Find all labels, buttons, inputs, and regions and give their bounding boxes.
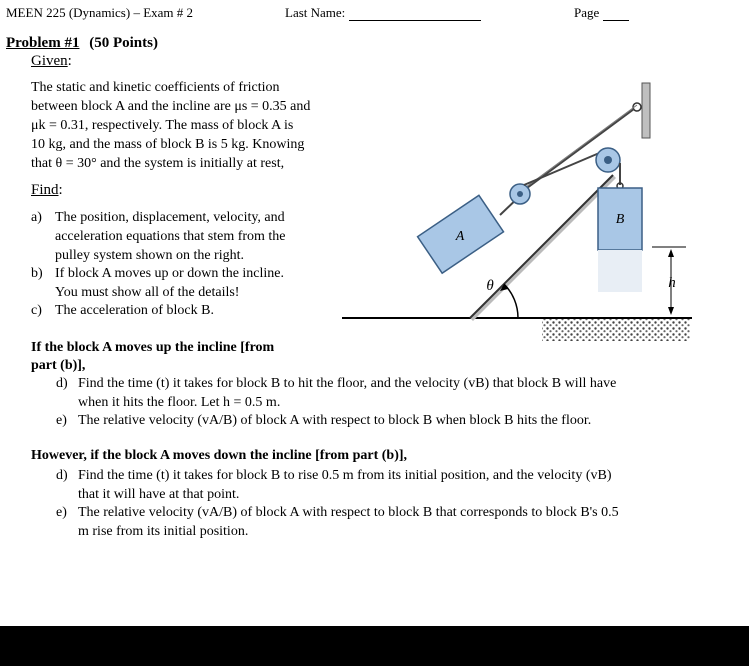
item-label: e) xyxy=(56,505,67,520)
item-line: You must show all of the details! xyxy=(55,285,240,300)
last-name-blank xyxy=(349,8,481,21)
height-label: h xyxy=(668,275,676,291)
item-text xyxy=(55,264,284,302)
block-b-label: B xyxy=(615,212,625,227)
incline-hatch xyxy=(470,175,616,321)
item-line: The position, displacement, velocity, and xyxy=(55,210,285,225)
last-name-label: Last Name: xyxy=(285,5,346,20)
item-line: The acceleration of block B. xyxy=(55,303,214,318)
page-blank xyxy=(603,8,629,21)
given-heading xyxy=(31,53,72,70)
given-line: 10 kg, and the mass of block B is 5 kg. Knowing xyxy=(31,137,305,152)
find-colon: : xyxy=(58,182,63,198)
ground-hatch xyxy=(542,319,690,341)
find-item-a xyxy=(31,208,351,265)
problem-heading xyxy=(6,35,158,52)
heading-line: part (b)], xyxy=(31,358,86,373)
heading-line: If the block A moves up the incline [from xyxy=(31,340,275,355)
case-down-heading: However, if the block A moves down the incline [from part (b)], xyxy=(31,448,408,463)
item-line: The relative velocity (vA/B) of block A with respect to block B when block B hits the floor. xyxy=(78,413,592,428)
problem-title: Problem #1 xyxy=(6,35,80,51)
block-a-label: A xyxy=(455,229,465,244)
problem-points: (50 Points) xyxy=(89,35,158,51)
item-text xyxy=(78,411,591,430)
block-b-shadow xyxy=(598,250,642,292)
find-title: Find xyxy=(31,182,59,198)
given-line: The static and kinetic coefficients of friction xyxy=(31,80,280,95)
incline-surface xyxy=(470,175,613,318)
angle-label: θ xyxy=(486,278,494,294)
footer-bar xyxy=(0,626,749,666)
page-label: Page xyxy=(574,5,600,20)
item-line: Find the time (t) it takes for block B to hit the floor, and the velocity (vB) that block B will have xyxy=(78,376,617,391)
find-item-c xyxy=(31,301,351,320)
course-title: MEEN 225 (Dynamics) – Exam # 2 xyxy=(6,5,194,20)
item-line: pulley system shown on the right. xyxy=(55,248,244,263)
given-line: μk = 0.31, respectively. The mass of block A is xyxy=(31,118,294,133)
find-heading xyxy=(31,182,63,199)
case-down-item-d xyxy=(56,466,716,504)
item-text xyxy=(55,208,286,265)
given-line: that θ = 30° and the system is initially at rest, xyxy=(31,156,285,171)
dim-arrow-up xyxy=(668,249,674,257)
find-item-b xyxy=(31,264,351,302)
item-text xyxy=(55,301,214,320)
item-label: c) xyxy=(31,303,42,318)
item-text xyxy=(78,466,611,504)
last-name-field xyxy=(285,5,481,21)
item-line: m rise from its initial position. xyxy=(78,524,249,539)
pulley-diagram xyxy=(330,75,710,350)
item-text xyxy=(78,503,619,541)
case-down-item-e xyxy=(56,503,716,541)
item-line: acceleration equations that stem from the xyxy=(55,229,286,244)
item-label: d) xyxy=(56,376,68,391)
item-label: b) xyxy=(31,266,43,281)
item-line: If block A moves up or down the incline. xyxy=(55,266,285,281)
item-label: a) xyxy=(31,210,42,225)
pulley-small-axle xyxy=(517,191,523,197)
case-up-item-e xyxy=(56,411,716,430)
item-line: when it hits the floor. Let h = 0.5 m. xyxy=(78,395,281,410)
page-field xyxy=(574,5,629,21)
case-up-item-d xyxy=(56,374,716,412)
dim-arrow-down xyxy=(668,307,674,315)
item-label: e) xyxy=(56,413,67,428)
given-paragraph xyxy=(31,78,351,173)
item-line: Find the time (t) it takes for block B to rise 0.5 m from its initial position, and the velocity (vB) xyxy=(78,468,612,483)
given-colon: : xyxy=(67,53,72,69)
given-title: Given xyxy=(31,53,68,69)
cable-middle xyxy=(524,151,604,185)
given-line: between block A and the incline are μs = 0.35 and xyxy=(31,99,311,114)
item-line: that it will have at that point. xyxy=(78,487,240,502)
case-up-heading xyxy=(31,339,274,375)
item-text xyxy=(78,374,616,412)
item-line: The relative velocity (vA/B) of block A with respect to block B that corresponds to block B's 0.5 xyxy=(78,505,619,520)
pulley-top-axle xyxy=(604,156,612,164)
item-label: d) xyxy=(56,468,68,483)
wall-bracket xyxy=(642,83,650,138)
